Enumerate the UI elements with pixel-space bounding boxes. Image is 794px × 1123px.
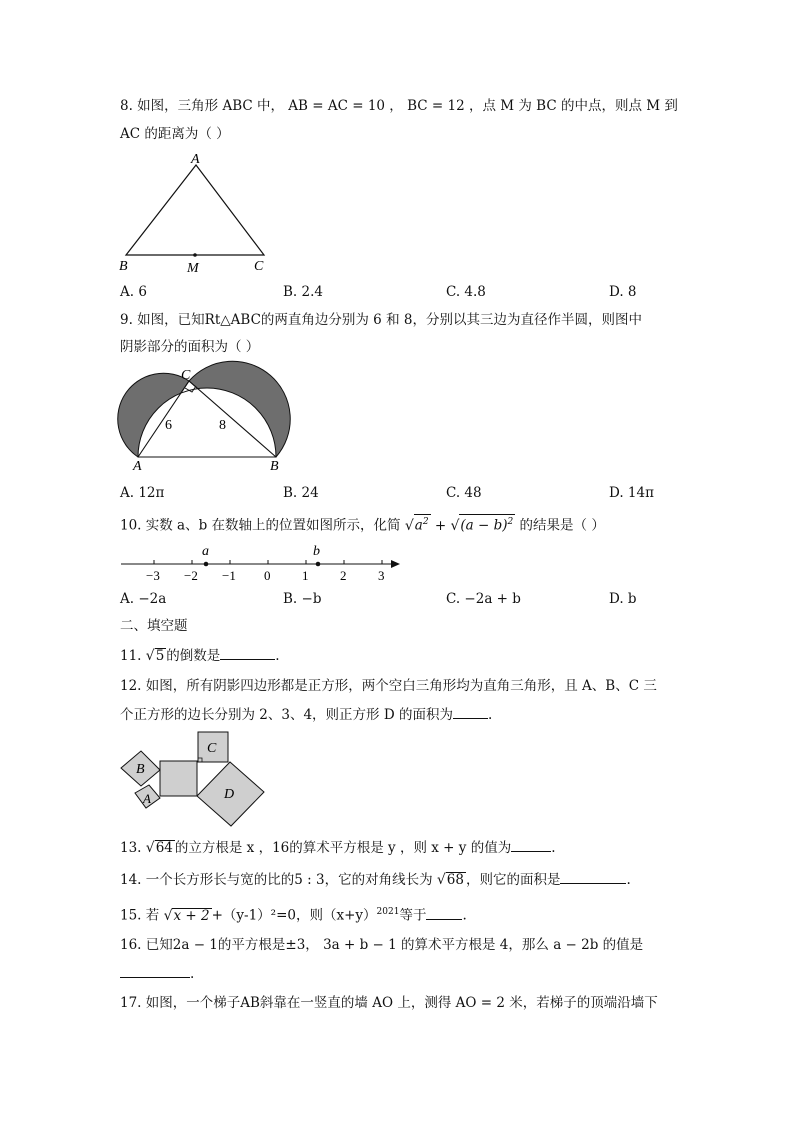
q10-point-b-label: b: [313, 544, 320, 559]
q10-tick-label: 2: [340, 568, 347, 583]
q15-sqrt-expression: √x + 2: [163, 907, 210, 924]
q9-label-a: A: [133, 459, 142, 474]
q8-midpoint-dot: [193, 253, 197, 257]
q8-option-d: D. 8: [609, 284, 637, 300]
q10-ticks: [154, 560, 382, 564]
q8-label-a: A: [191, 152, 200, 167]
q10-tick-label: −2: [184, 568, 198, 583]
q16-line1: 16. 已知2a − 1的平方根是±3， 3a + b − 1 的算术平方根是 4，那么 a − 2b 的值是: [120, 937, 644, 953]
q13-line: [120, 838, 556, 857]
q13-sqrt64: √64: [145, 840, 173, 856]
q15-answer-blank[interactable]: [426, 906, 462, 920]
q12-line2-text: 个正方形的边长分别为 2、3、4，则正方形 D 的面积为: [120, 707, 453, 723]
q15-text2: +（y-1）²=0，则（x+y）: [211, 907, 377, 924]
q10-tick-label: 0: [264, 568, 271, 583]
q12-label-b: B: [136, 762, 145, 777]
q10-point-b-dot: [316, 562, 321, 567]
q14-text2: ，则它的面积是: [465, 872, 561, 888]
q11-answer-blank[interactable]: [220, 646, 275, 660]
q13-answer-blank[interactable]: [511, 838, 551, 852]
q15-text: 15. 若: [120, 907, 160, 924]
q9-label-b: B: [270, 459, 279, 474]
q10-lead: 10. 实数 a、b 在数轴上的位置如图所示，化简: [120, 517, 401, 534]
q9-line1: 9. 如图，已知Rt△ABC的两直角边分别为 6 和 8，分别以其三边为直径作半圆，则图中: [120, 312, 642, 328]
q14-sqrt68: √68: [436, 872, 464, 888]
q10-number-line: [118, 540, 408, 585]
q10-expression: $√a^2 + √(a - b)^2$: [405, 518, 520, 534]
q10-line1: [120, 514, 605, 535]
q15-line: [120, 903, 467, 925]
q11-line: [120, 646, 280, 665]
q10-tick-label: −1: [222, 568, 236, 583]
q9-label-six: 6: [165, 418, 172, 433]
q12-label-a: A: [143, 791, 151, 806]
q12-period: .: [487, 707, 493, 723]
q8-option-c: C. 4.8: [446, 284, 486, 300]
q11-text: 的倒数是: [166, 648, 221, 664]
q10-point-a-dot: [204, 562, 209, 567]
q11-period: .: [275, 648, 280, 664]
section-heading-fill-in: 二、填空题: [120, 618, 188, 634]
q8-label-b: B: [119, 259, 128, 274]
q10-option-b: B. −b: [283, 591, 322, 607]
q8-triangle-figure: [115, 150, 280, 275]
q14-text: 14. 一个长方形长与宽的比的5 : 3，它的对角线长为: [120, 872, 433, 888]
q8-label-c: C: [254, 259, 264, 274]
q9-option-c: C. 48: [446, 485, 482, 501]
q13-text: 的立方根是 x ，16的算术平方根是 y ，则 x + y 的值为: [174, 840, 512, 856]
q14-answer-blank[interactable]: [560, 870, 626, 884]
q10-tick-label: −3: [146, 568, 160, 583]
q8-option-a: A. 6: [120, 284, 147, 300]
q15-text3: 等于: [399, 907, 427, 924]
q15-period: .: [462, 907, 467, 924]
q9-option-a: A. 12π: [120, 485, 165, 501]
q9-line2: 阴影部分的面积为（ ）: [120, 339, 260, 355]
q12-center-square: [160, 761, 197, 796]
q12-squares-figure: [118, 728, 268, 830]
q14-line: [120, 870, 631, 889]
q13-number: 13.: [120, 840, 142, 856]
q11-sqrt5: √5: [145, 648, 165, 664]
q10-option-d: D. b: [609, 591, 637, 607]
q10-tick-label: 1: [302, 568, 309, 583]
q16-answer-blank[interactable]: [120, 964, 190, 978]
q16-line2: [120, 964, 194, 983]
q16-period: .: [190, 966, 195, 982]
q12-line2: [120, 705, 492, 724]
q10-tail: 的结果是（ ）: [519, 517, 605, 534]
q8-label-m: M: [187, 261, 199, 275]
q8-line1: 8. 如图，三角形 ABC 中， AB = AC = 10 ， BC = 12 ，点 M 为 BC 的中点，则点 M 到: [120, 98, 678, 114]
q12-label-c: C: [207, 741, 217, 756]
q9-label-c: C: [181, 368, 191, 383]
q10-option-a: A. −2a: [120, 591, 167, 607]
q9-option-b: B. 24: [283, 485, 319, 501]
q9-option-d: D. 14π: [609, 485, 654, 501]
q10-axis-arrow-icon: [391, 560, 400, 568]
q10-tick-label: 3: [378, 568, 385, 583]
q12-label-d: D: [224, 787, 235, 802]
q13-period: .: [551, 840, 556, 856]
q12-line1: 12. 如图，所有阴影四边形都是正方形，两个空白三角形均为直角三角形，且 A、B、C 三: [120, 678, 657, 694]
q8-line2: AC 的距离为（ ）: [120, 126, 230, 142]
q9-label-eight: 8: [219, 418, 226, 433]
q10-option-c: C. −2a + b: [446, 591, 521, 607]
q8-option-b: B. 2.4: [283, 284, 323, 300]
q15-exponent: 2021: [376, 907, 400, 917]
q8-triangle: [126, 165, 264, 255]
q11-number: 11.: [120, 648, 142, 664]
q9-semicircles-figure: [115, 360, 330, 475]
q17-line1: 17. 如图，一个梯子AB斜靠在一竖直的墙 AO 上，测得 AO = 2 米，若梯子的顶端沿墙下: [120, 995, 658, 1011]
q12-answer-blank[interactable]: [453, 705, 488, 719]
q10-point-a-label: a: [202, 544, 209, 559]
q14-period: .: [626, 872, 631, 888]
